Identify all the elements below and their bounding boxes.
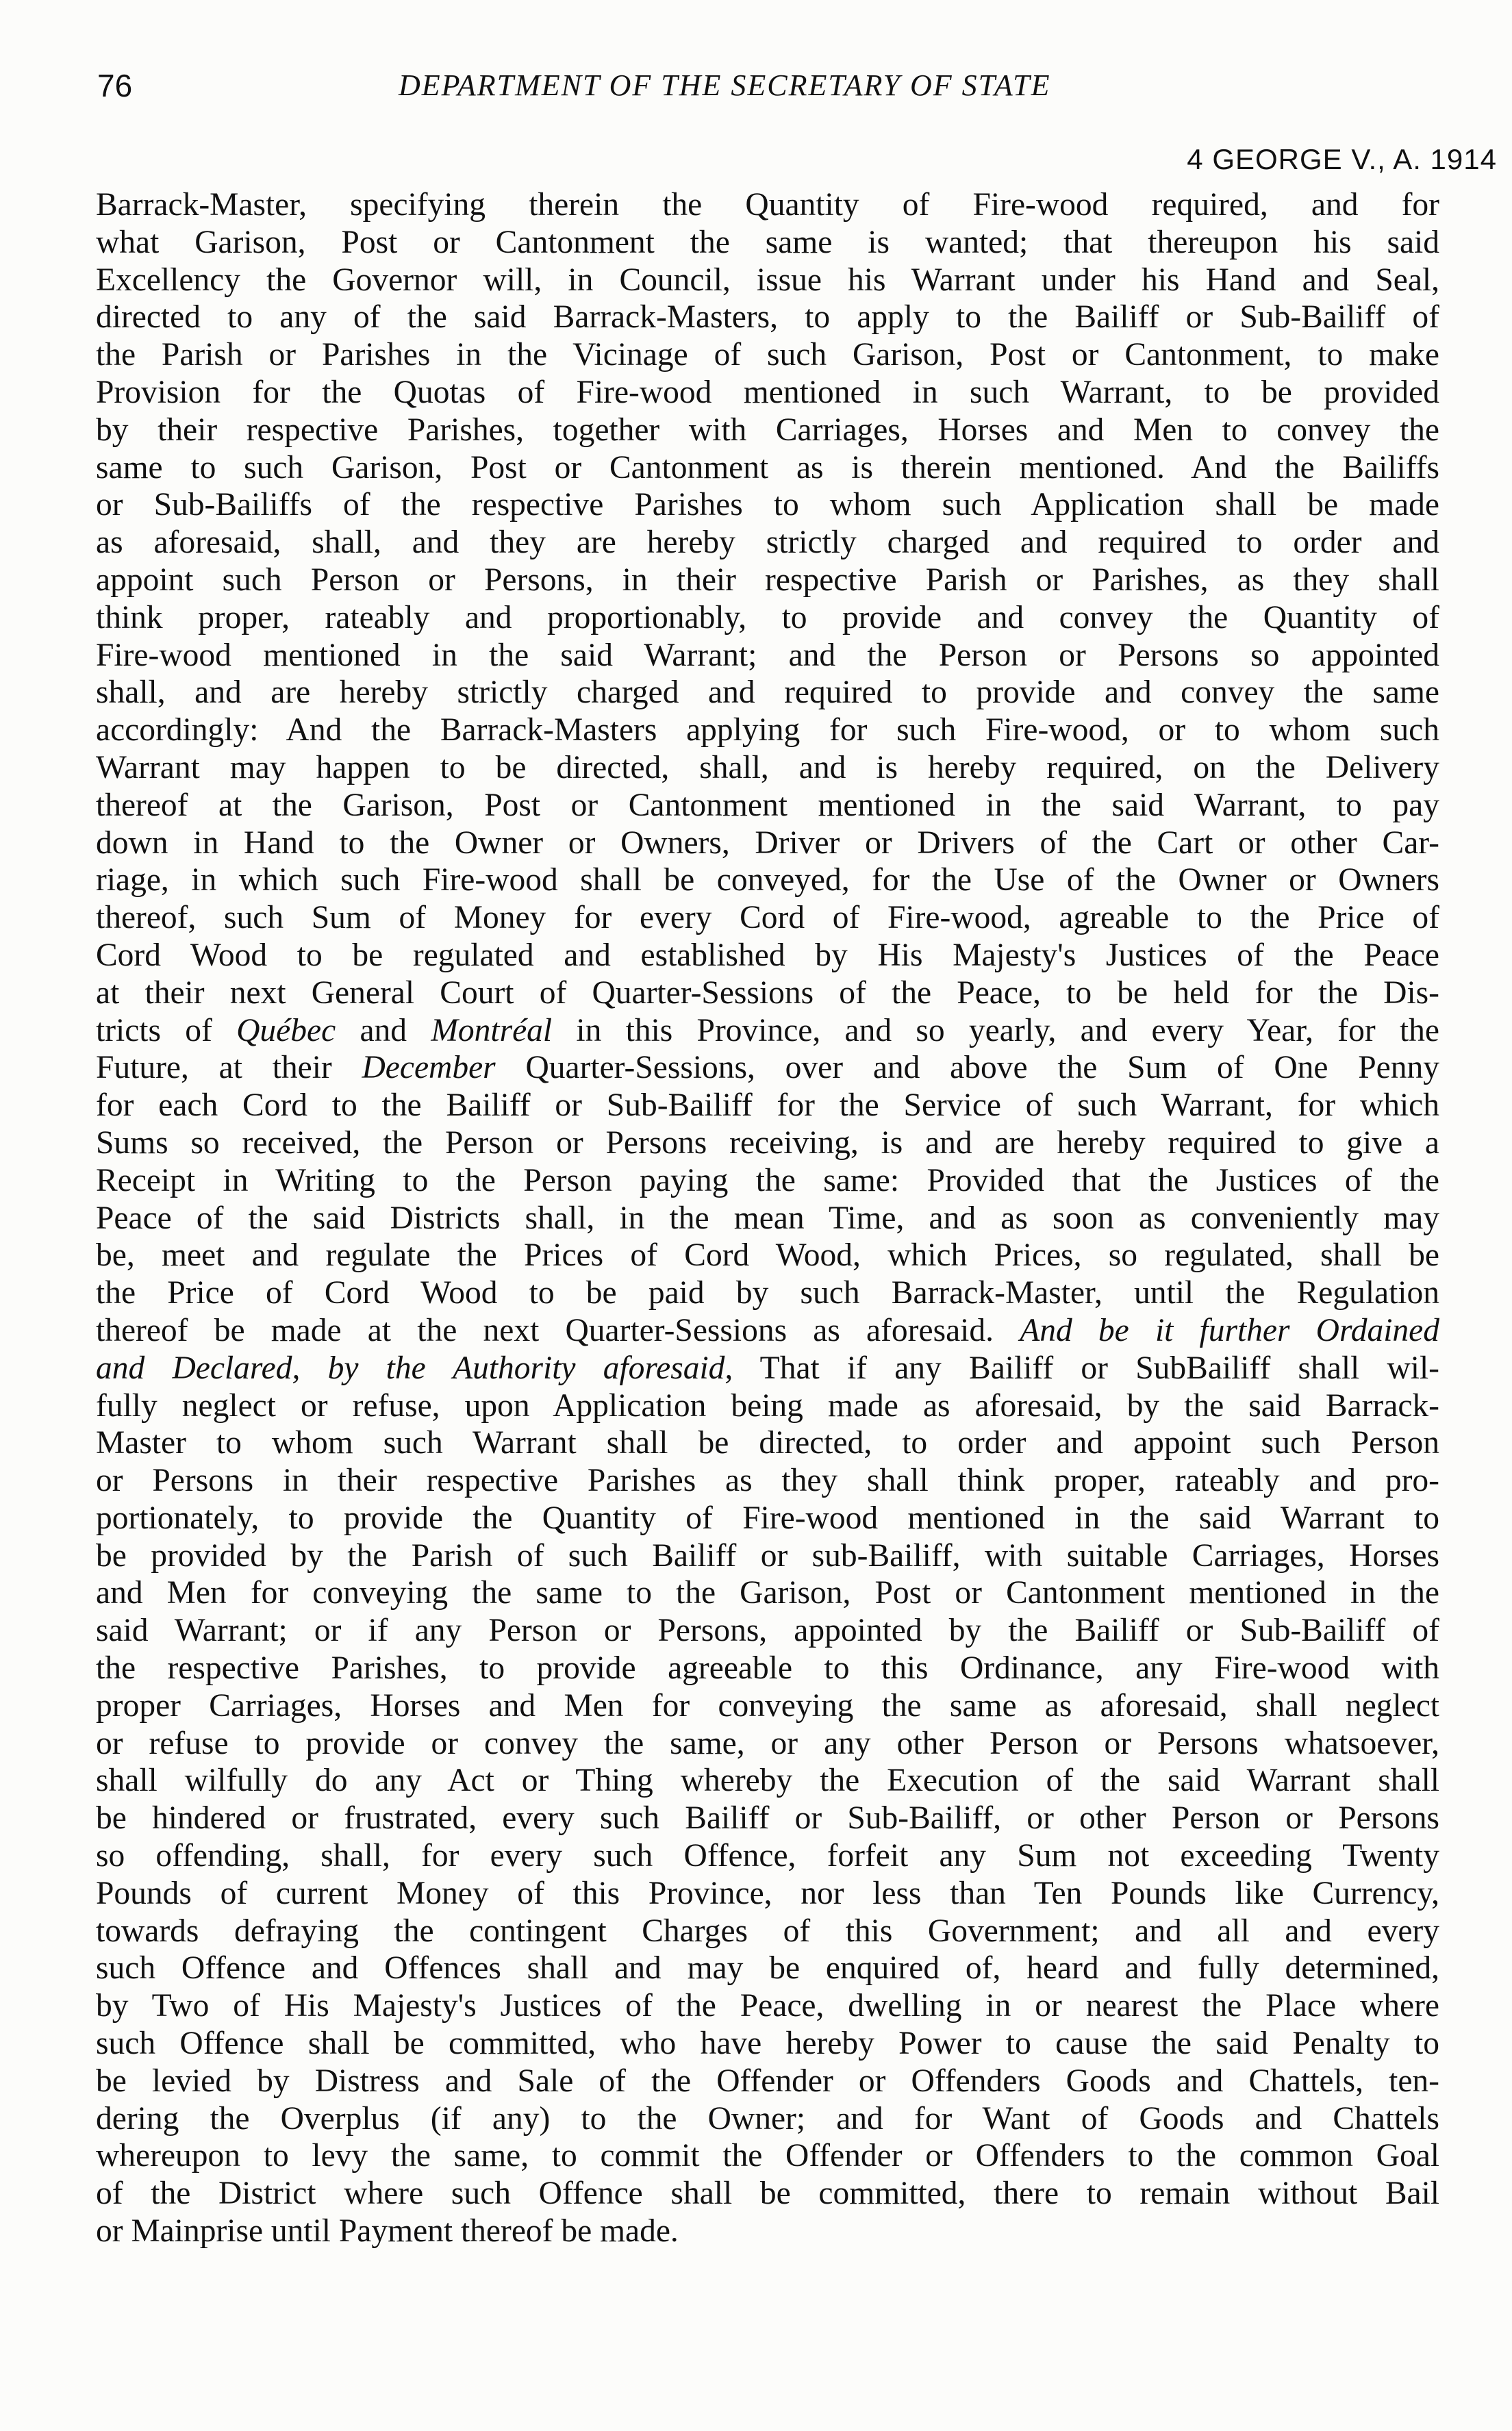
text-line: shall, and are hereby strictly charged and required to provide and convey the same [96,675,1439,711]
page-header [97,65,1439,113]
text-line: Pounds of current Money of this Province, nor less than Ten Pounds like Currency, [96,1875,1439,1911]
text-line [96,1012,1439,1050]
text-line: Cord Wood to be regulated and established by His Majesty's Justices of the Peace [96,937,1439,973]
text-line: of the District where such Offence shall be committed, there to remain without Bail [96,2176,1439,2212]
text-line: whereupon to levy the same, to commit the Offender or Offenders to the common Goal [96,2138,1439,2174]
text-line: Sums so received, the Person or Persons receiving, is and are hereby required to give a [96,1124,1439,1161]
text-line: by Two of His Majesty's Justices of the Peace, dwelling in or nearest the Place where [96,1988,1439,2024]
text-line: Provision for the Quotas of Fire-wood mentioned in such Warrant, to be provided [96,374,1439,410]
text-line: Peace of the said Districts shall, in the mean Time, and as soon as conveniently may [96,1200,1439,1236]
page-number: 76 [97,68,133,103]
text-line: as aforesaid, shall, and they are hereby strictly charged and required to order and [96,525,1439,561]
text-line: be provided by the Parish of such Bailiff or sub-Bailiff, with suitable Carriages, Horses [96,1537,1439,1574]
text-line: or Mainprise until Payment thereof be made. [96,2213,679,2250]
body-text [96,186,1439,2250]
text-line: shall wilfully do any Act or Thing whereby the Execution of the said Warrant shall [96,1763,1439,1799]
session-reference: 4 GEORGE V., A. 1914 [1187,143,1497,175]
text-segment: and [336,1012,431,1048]
text-line: thereof at the Garison, Post or Cantonment mentioned in the said Warrant, to pay [96,787,1439,823]
text-line: Fire-wood mentioned in the said Warrant; and the Person or Persons so appointed [96,637,1439,673]
text-line: same to such Garison, Post or Cantonment as is therein mentioned. And the Bailiffs [96,449,1439,486]
text-line: for each Cord to the Bailiff or Sub-Bailiff for the Service of such Warrant, for which [96,1087,1439,1124]
text-line: thereof, such Sum of Money for every Cord of Fire-wood, agreable to the Price of [96,900,1439,936]
text-line: think proper, rateably and proportionably, to provide and convey the Quantity of [96,599,1439,635]
text-line: accordingly: And the Barrack-Masters applying for such Fire-wood, or to whom such [96,712,1439,748]
text-line: down in Hand to the Owner or Owners, Driver or Drivers of the Cart or other Car- [96,824,1439,861]
text-line: riage, in which such Fire-wood shall be conveyed, for the Use of the Owner or Owners [96,862,1439,898]
italic-phrase: and Declared, by the Authority aforesaid, [96,1350,733,1386]
text-segment: in this Province, and so yearly, and every Year, for the [552,1012,1440,1048]
text-line: the Price of Cord Wood to be paid by such Barrack-Master, until the Regulation [96,1275,1439,1311]
italic-phrase: December [362,1050,496,1086]
text-line: fully neglect or refuse, upon Application being made as aforesaid, by the said Barrack- [96,1387,1439,1424]
text-line: or refuse to provide or convey the same, or any other Person or Persons whatsoever, [96,1725,1439,1761]
text-line: or Sub-Bailiffs of the respective Parishes to whom such Application shall be made [96,487,1439,523]
text-line: and Men for conveying the same to the Garison, Post or Cantonment mentioned in the [96,1575,1439,1611]
text-line: portionately, to provide the Quantity of Fire-wood mentioned in the said Warrant to [96,1500,1439,1536]
text-line: Excellency the Governor will, in Council, issue his Warrant under his Hand and Seal, [96,262,1439,298]
text-line: what Garison, Post or Cantonment the same is wanted; that thereupon his said [96,224,1439,260]
text-line: by their respective Parishes, together with Carriages, Horses and Men to convey the [96,412,1439,448]
text-line: be, meet and regulate the Prices of Cord Wood, which Prices, so regulated, shall be [96,1237,1439,1274]
text-line: Master to whom such Warrant shall be directed, to order and appoint such Person [96,1425,1439,1461]
text-line: Warrant may happen to be directed, shall, and is hereby required, on the Delivery [96,749,1439,785]
text-line: appoint such Person or Persons, in their respective Parish or Parishes, as they shall [96,562,1439,598]
text-line: such Offence and Offences shall and may be enquired of, heard and fully determined, [96,1950,1439,1987]
running-head: DEPARTMENT OF THE SECRETARY OF STATE [399,68,1051,102]
text-line: dering the Overplus (if any) to the Owner; and for Want of Goods and Chattels [96,2100,1439,2137]
text-line [96,1312,1439,1350]
text-line [96,1350,1439,1387]
text-segment: Quarter-Sessions, over and above the Sum of One Penny [495,1050,1439,1086]
text-line: Receipt in Writing to the Person paying the same: Provided that the Justices of the [96,1162,1439,1198]
text-line: directed to any of the said Barrack-Masters, to apply to the Bailiff or Sub-Bailiff of [96,299,1439,336]
text-segment: That if any Bailiff or SubBailiff shall wil- [733,1350,1439,1386]
text-line: so offending, shall, for every such Offence, forfeit any Sum not exceeding Twenty [96,1838,1439,1874]
text-segment: tricts of [96,1012,237,1048]
text-line: such Offence shall be committed, who have hereby Power to cause the said Penalty to [96,2026,1439,2062]
italic-phrase: Montréal [431,1012,553,1048]
text-line: said Warrant; or if any Person or Persons, appointed by the Bailiff or Sub-Bailiff of [96,1613,1439,1649]
text-line: towards defraying the contingent Charges of this Government; and all and every [96,1913,1439,1949]
text-line: be levied by Distress and Sale of the Offender or Offenders Goods and Chattels, ten- [96,2063,1439,2099]
text-line [96,1049,1439,1087]
text-line: the respective Parishes, to provide agreeable to this Ordinance, any Fire-wood with [96,1650,1439,1687]
text-line: the Parish or Parishes in the Vicinage of such Garison, Post or Cantonment, to make [96,337,1439,373]
text-line: or Persons in their respective Parishes as they shall think proper, rateably and pro- [96,1463,1439,1499]
text-line: be hindered or frustrated, every such Bailiff or Sub-Bailiff, or other Person or Persons [96,1800,1439,1837]
text-line: Barrack-Master, specifying therein the Quantity of Fire-wood required, and for [96,187,1439,223]
text-segment: Future, at their [96,1050,362,1086]
italic-phrase: And be it further Ordained [1020,1312,1439,1348]
italic-phrase: Québec [236,1012,336,1048]
text-line: at their next General Court of Quarter-Sessions of the Peace, to be held for the Dis- [96,974,1439,1011]
text-line: proper Carriages, Horses and Men for conveying the same as aforesaid, shall neglect [96,1687,1439,1724]
text-segment: thereof be made at the next Quarter-Sessions as aforesaid. [96,1312,1020,1348]
